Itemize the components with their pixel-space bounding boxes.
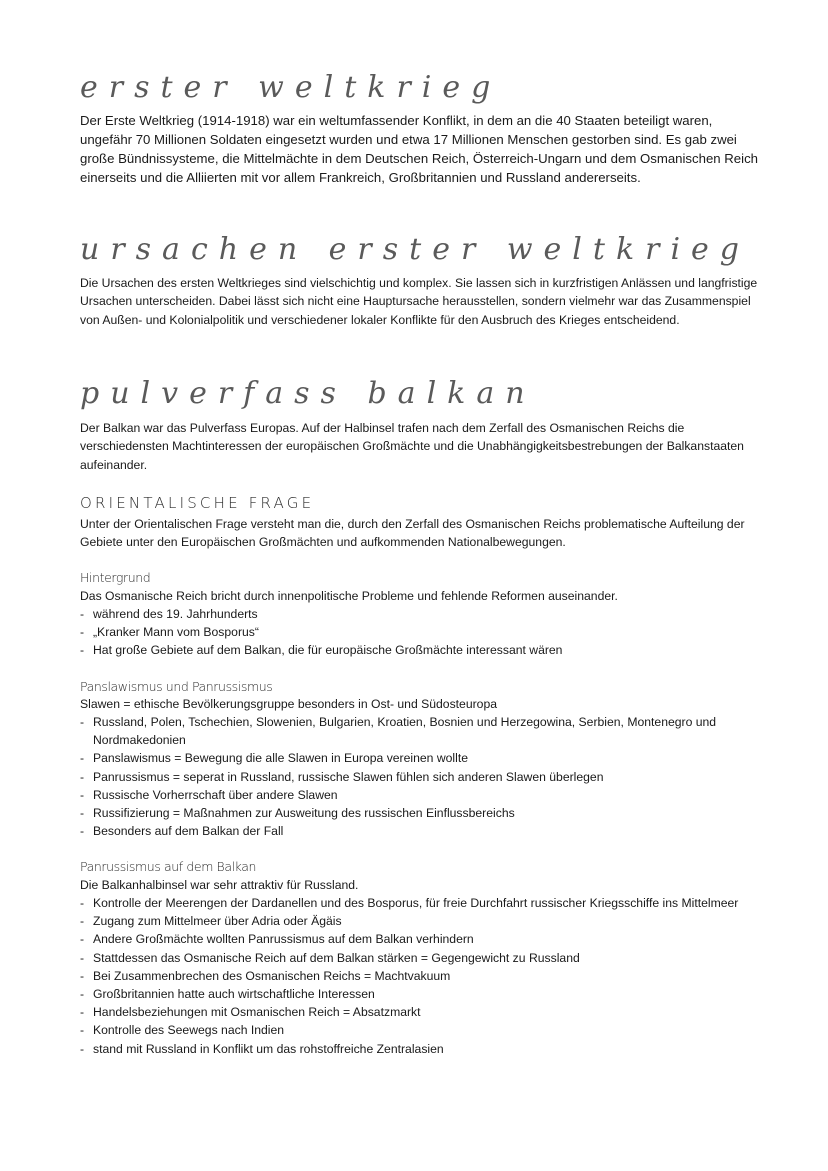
section-title-ursachen: ursachen erster weltkrieg — [80, 232, 751, 267]
bullet-dash: - — [80, 769, 85, 784]
list-panrussismus-balkan — [80, 894, 740, 1058]
list-item: - Panrussismus = seperat in Russland, russische Slawen fühlen sich anderen Slawen überlegen — [80, 768, 740, 786]
bullet-dash: - — [80, 806, 85, 821]
bullet-dash: - — [80, 643, 85, 658]
list-item: - Russische Vorherrschaft über andere Slawen — [80, 786, 740, 804]
subheading-panslawismus: Panslawismus und Panrussismus — [80, 679, 273, 694]
bullet-dash: - — [80, 751, 85, 766]
bullet-dash: - — [80, 968, 85, 983]
bullet-dash: - — [80, 1005, 85, 1020]
section-title-erster-weltkrieg: erster weltkrieg — [80, 70, 502, 105]
bullet-dash: - — [80, 607, 85, 621]
bullet-dash: - — [80, 896, 85, 910]
section-text-ursachen: Die Ursachen des ersten Weltkrieges sind vielschichtig und komplex. Sie lassen sich in kurzfristigen Anlässen und langfristige Ursachen unterscheiden. Dabei lässt sich nicht eine Hauptursache herausstellen, sondern vielmehr war das Zusammenspiel von Außen- und Kolonialpolitik und verschiedener lokaler Konflikte für den Ausbruch des Krieges entscheidend. — [80, 276, 758, 327]
list-item: - Russland, Polen, Tschechien, Slowenien, Bulgarien, Kroatien, Bosnien und Herzegowina, Serbien, Montenegro und Nordmakedonien — [80, 715, 717, 748]
subheading-panrussismus-balkan: Panrussismus auf dem Balkan — [80, 859, 257, 874]
list-item: - Kontrolle der Meerengen der Dardanellen und des Bosporus, für freie Durchfahrt russischer Kriegsschiffe ins Mittelmeer — [80, 894, 740, 912]
bullet-dash: - — [80, 932, 85, 947]
list-item: - Großbritannien hatte auch wirtschaftliche Interessen — [80, 985, 740, 1003]
bullet-dash: - — [80, 715, 85, 729]
bullet-dash: - — [80, 987, 85, 1002]
list-item: - Panslawismus = Bewegung die alle Slawen in Europa vereinen wollte — [80, 749, 740, 767]
bullet-dash: - — [80, 950, 85, 965]
text-panrussismus-balkan-intro: Die Balkanhalbinsel war sehr attraktiv für Russland. — [80, 878, 359, 892]
list-item: - Besonders auf dem Balkan der Fall — [80, 822, 740, 840]
section-text-pulverfass-balkan: Der Balkan war das Pulverfass Europas. Auf der Halbinsel trafen nach dem Zerfall des Osmanischen Reichs die verschiedensten Machtinteressen der europäischen Großmächte und die Unabhängigkeitsbestrebungen der Balkanstaaten aufeinander. — [80, 421, 744, 472]
bullet-dash: - — [80, 914, 85, 929]
list-item: - Handelsbeziehungen mit Osmanischen Reich = Absatzmarkt — [80, 1003, 740, 1021]
list-item: - Hat große Gebiete auf dem Balkan, die für europäische Großmächte interessant wären — [80, 641, 740, 659]
heading-orientalische-frage: ORIENTALISCHE FRAGE — [80, 494, 315, 512]
section-text-erster-weltkrieg: Der Erste Weltkrieg (1914-1918) war ein weltumfassender Konflikt, in dem an die 40 Staaten beteiligt waren, ungefähr 70 Millionen Soldaten eingesetzt wurden und etwa 17 Millionen Menschen gestorben sind. Es gab zwei große Bündnissysteme, die Mittelmächte in dem Deutschen Reich, Österreich-Ungarn und dem Osmanischen Reich einerseits und die Alliierten mit vor allem Frankreich, Großbritannien und Russland andererseits. — [80, 113, 758, 185]
list-item: - Zugang zum Mittelmeer über Adria oder Ägäis — [80, 912, 740, 930]
list-item: - während des 19. Jahrhunderts — [80, 605, 740, 623]
bullet-dash: - — [80, 787, 85, 802]
subheading-hintergrund: Hintergrund — [80, 570, 151, 585]
list-item: - Stattdessen das Osmanische Reich auf dem Balkan stärken = Gegengewicht zu Russland — [80, 949, 740, 967]
bullet-dash: - — [80, 1023, 85, 1038]
text-panslawismus-intro: Slawen = ethische Bevölkerungsgruppe besonders in Ost- und Südosteuropa — [80, 697, 498, 711]
list-item: - „Kranker Mann vom Bosporus“ — [80, 623, 740, 641]
list-item: - Kontrolle des Seewegs nach Indien — [80, 1021, 740, 1039]
section-title-pulverfass-balkan: pulverfass balkan — [80, 376, 536, 411]
list-hintergrund — [80, 605, 740, 660]
bullet-dash: - — [80, 1041, 85, 1056]
list-item: - Andere Großmächte wollten Panrussismus auf dem Balkan verhindern — [80, 930, 740, 948]
list-item: - Bei Zusammenbrechen des Osmanischen Reichs = Machtvakuum — [80, 967, 740, 985]
bullet-dash: - — [80, 824, 85, 839]
list-item: - Russifizierung = Maßnahmen zur Ausweitung des russischen Einflussbereichs — [80, 804, 740, 822]
text-hintergrund-intro: Das Osmanische Reich bricht durch innenpolitische Probleme und fehlende Reformen auseinander. — [80, 589, 618, 603]
list-item: - stand mit Russland in Konflikt um das rohstoffreiche Zentralasien — [80, 1040, 740, 1058]
bullet-dash: - — [80, 625, 85, 640]
list-panslawismus — [80, 713, 740, 840]
text-orientalische-frage: Unter der Orientalischen Frage versteht man die, durch den Zerfall des Osmanischen Reichs problematische Aufteilung der Gebiete unter den Europäischen Großmächten und aufkommenden Nationalbewegungen. — [80, 517, 745, 550]
